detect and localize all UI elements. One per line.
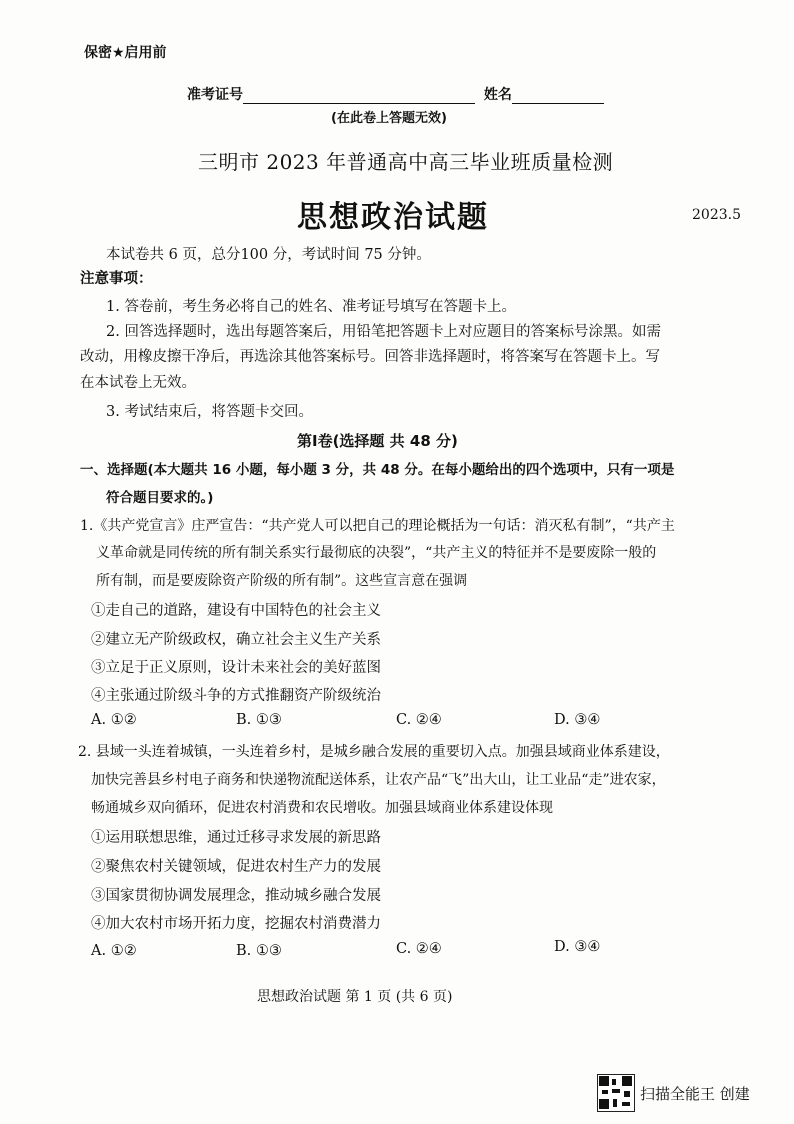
- note-2-line-2: 改动，用橡皮擦干净后，再选涂其他答案标号。回答非选择题时，将答案写在答题卡上。写: [80, 349, 660, 365]
- page-footer: 思想政治试题 第 1 页 (共 6 页): [257, 989, 453, 1005]
- q1-stem-line-1: 1.《共产党宣言》庄严宣告：“共产党人可以把自己的理论概括为一句话：消灭私有制”，“共产主: [80, 518, 675, 534]
- q1-option-b: B. ①③: [236, 712, 282, 728]
- q2-item-4: ④加大农村市场开拓力度，挖掘农村消费潜力: [91, 916, 381, 932]
- section-instruction-line-2: 符合题目要求的。): [106, 490, 214, 506]
- q1-stem-line-3: 所有制，而是要废除资产阶级的所有制”。这些宣言意在强调: [96, 573, 468, 589]
- section-heading: 第Ⅰ卷(选择题 共 48 分): [297, 432, 458, 450]
- q2-option-b: B. ①③: [236, 943, 282, 959]
- name-label: 姓名: [483, 87, 512, 103]
- q2-stem-line-2: 加快完善县乡村电子商务和快递物流配送体系，让农产品“飞”出大山，让工业品“走”进农家，: [91, 772, 666, 788]
- q1-option-c: C. ②④: [396, 712, 442, 728]
- exam-id-field: [187, 84, 604, 104]
- q1-item-3: ③立足于正义原则，设计未来社会的美好蓝图: [91, 660, 381, 676]
- note-1: 1. 答卷前，考生务必将自己的姓名、准考证号填写在答题卡上。: [106, 299, 516, 315]
- exam-id-label: 准考证号: [187, 87, 243, 103]
- confidential-mark: 保密★启用前: [84, 45, 167, 61]
- q1-item-4: ④主张通过阶级斗争的方式推翻资产阶级统治: [91, 688, 381, 704]
- note-2-line-3: 在本试卷上无效。: [80, 375, 196, 391]
- q2-option-a: A. ①②: [91, 943, 137, 959]
- q2-stem-line-3: 畅通城乡双向循环，促进农村消费和农民增收。加强县域商业体系建设体现: [91, 800, 553, 816]
- notes-heading: 注意事项：: [80, 271, 153, 287]
- q1-item-1: ①走自己的道路，建设有中国特色的社会主义: [91, 603, 381, 619]
- q2-item-3: ③国家贯彻协调发展理念，推动城乡融合发展: [91, 888, 381, 904]
- paper-summary: 本试卷共 6 页，总分100 分，考试时间 75 分钟。: [106, 247, 431, 263]
- qr-code-icon: [597, 1074, 635, 1112]
- q2-item-1: ①运用联想思维，通过迁移寻求发展的新思路: [91, 830, 381, 846]
- scanner-watermark: 扫描全能王 创建: [640, 1085, 750, 1103]
- q2-item-2: ②聚焦农村关键领域，促进农村生产力的发展: [91, 859, 381, 875]
- note-2-line-1: 2. 回答选择题时，选出每题答案后，用铅笔把答题卡上对应题目的答案标号涂黑。如需: [106, 324, 661, 340]
- q1-option-a: A. ①②: [91, 712, 137, 728]
- q1-stem-line-2: 义革命就是同传统的所有制关系实行最彻底的决裂”，“共产主义的特征并不是要废除一般的: [96, 545, 657, 561]
- invalid-note: (在此卷上答题无效): [331, 111, 447, 126]
- q2-stem-line-1: 2. 县域一头连着城镇，一头连着乡村，是城乡融合发展的重要切入点。加强县域商业体系建设，: [78, 744, 670, 760]
- exam-date: 2023.5: [692, 207, 741, 223]
- exam-id-blank: [243, 89, 475, 104]
- name-blank: [512, 89, 604, 104]
- exam-subtitle: 三明市 2023 年普通高中高三毕业班质量检测: [198, 150, 614, 174]
- paper-title: 思想政治试题: [297, 200, 489, 235]
- section-instruction-line-1: 一、选择题(本大题共 16 小题，每小题 3 分，共 48 分。在每小题给出的四个选项中，只有一项是: [80, 462, 675, 478]
- q2-option-c: C. ②④: [396, 941, 442, 957]
- q2-option-d: D. ③④: [554, 939, 601, 955]
- note-3: 3. 考试结束后，将答题卡交回。: [106, 404, 313, 420]
- q1-option-d: D. ③④: [554, 712, 601, 728]
- q1-item-2: ②建立无产阶级政权，确立社会主义生产关系: [91, 632, 381, 648]
